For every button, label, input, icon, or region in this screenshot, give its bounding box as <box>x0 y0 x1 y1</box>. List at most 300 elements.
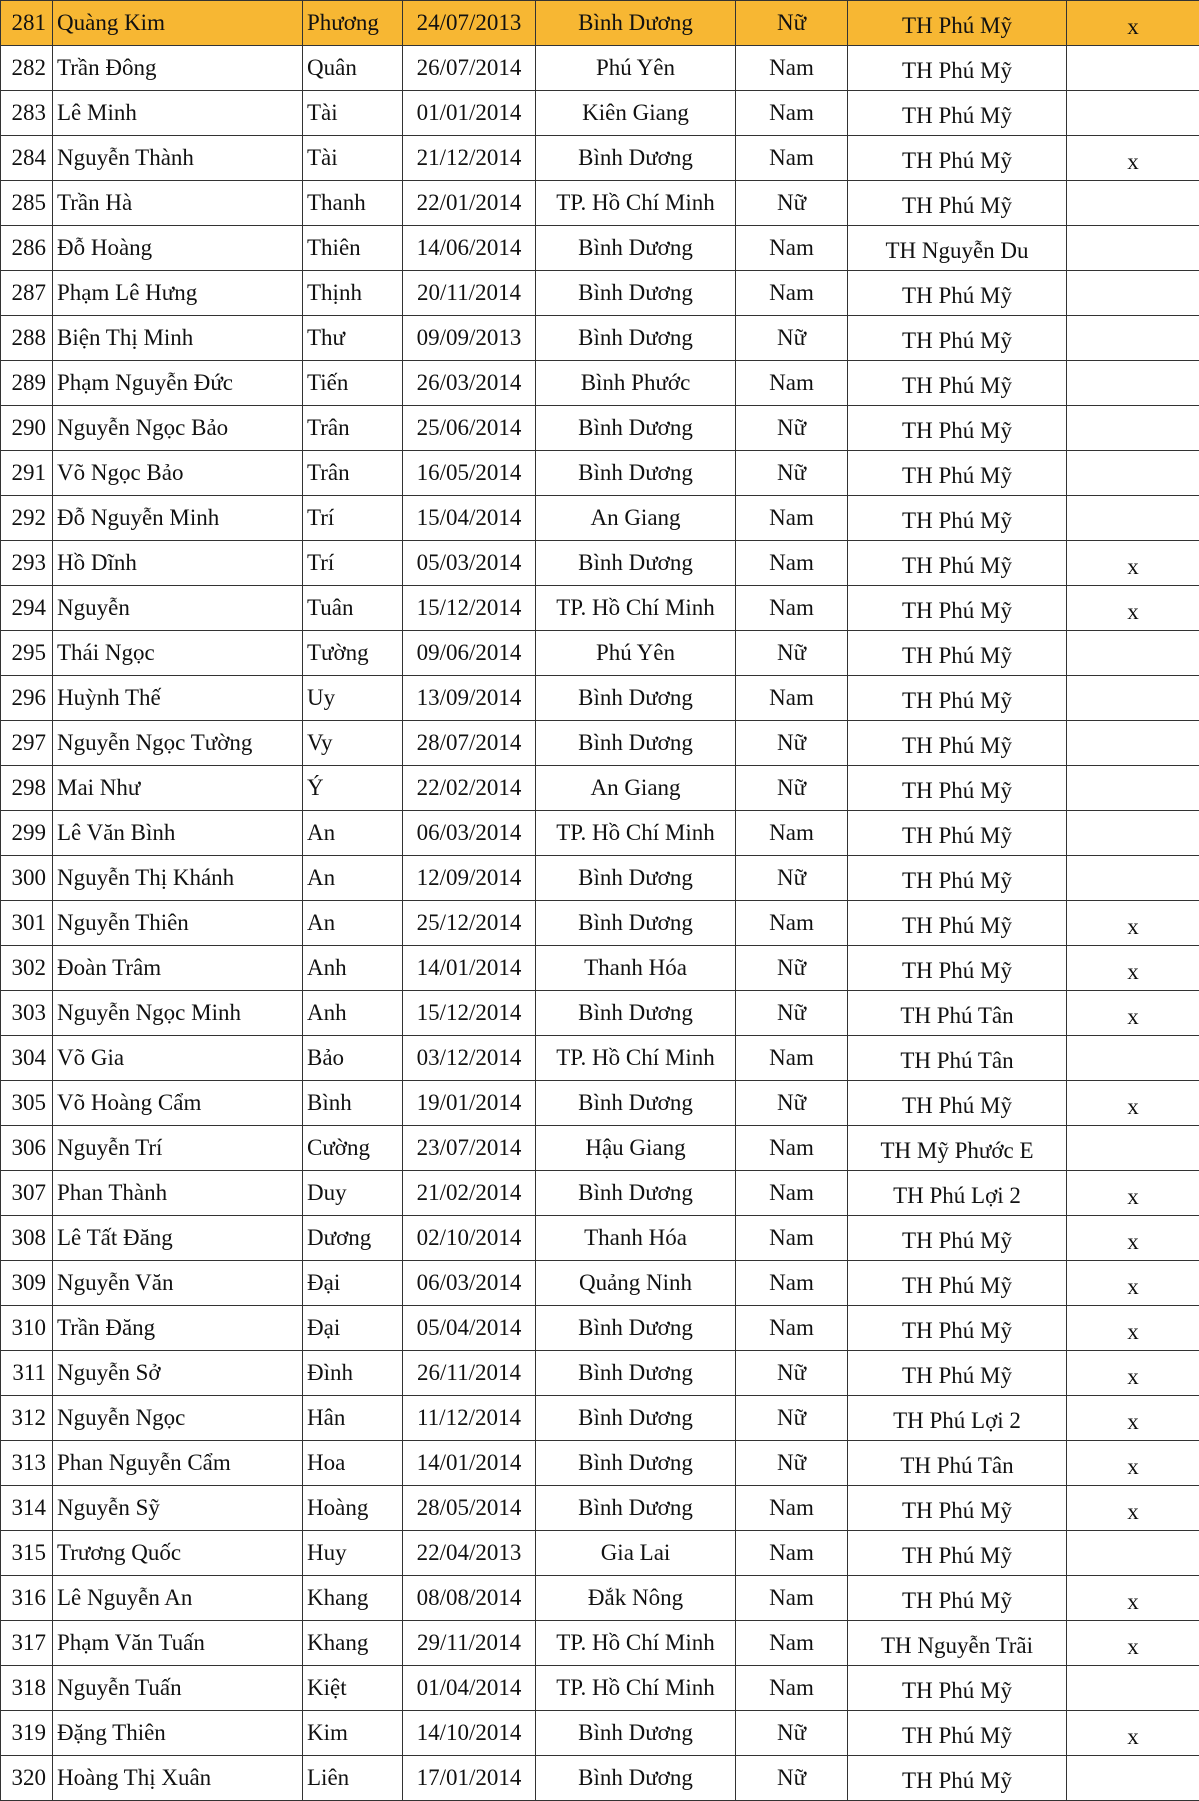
row-number-cell[interactable]: 308 <box>1 1216 53 1261</box>
row-number-cell[interactable]: 295 <box>1 631 53 676</box>
gender-cell[interactable]: Nam <box>736 1261 848 1306</box>
birth-place-cell[interactable]: Bình Dương <box>536 1306 736 1351</box>
row-number-cell[interactable]: 299 <box>1 811 53 856</box>
surname-cell[interactable]: Đỗ Nguyễn Minh <box>53 496 303 541</box>
school-cell[interactable]: TH Phú Mỹ <box>848 91 1067 136</box>
birth-date-cell[interactable]: 23/07/2014 <box>403 1126 536 1171</box>
row-number-cell[interactable]: 293 <box>1 541 53 586</box>
birth-date-cell[interactable]: 14/06/2014 <box>403 226 536 271</box>
school-cell[interactable]: TH Phú Mỹ <box>848 1531 1067 1576</box>
birth-place-cell[interactable]: Bình Dương <box>536 721 736 766</box>
school-cell[interactable]: TH Phú Lợi 2 <box>848 1396 1067 1441</box>
birth-place-cell[interactable]: Quảng Ninh <box>536 1261 736 1306</box>
birth-place-cell[interactable]: Bình Dương <box>536 226 736 271</box>
table-row[interactable] <box>1 226 1199 271</box>
birth-place-cell[interactable]: Bình Dương <box>536 1756 736 1801</box>
mark-cell[interactable] <box>1067 496 1199 541</box>
row-number-cell[interactable]: 311 <box>1 1351 53 1396</box>
gender-cell[interactable]: Nam <box>736 91 848 136</box>
table-row[interactable] <box>1 496 1199 541</box>
birth-date-cell[interactable]: 08/08/2014 <box>403 1576 536 1621</box>
mark-cell[interactable]: x <box>1067 1306 1199 1351</box>
surname-cell[interactable]: Trần Đăng <box>53 1306 303 1351</box>
birth-place-cell[interactable]: Bình Phước <box>536 361 736 406</box>
mark-cell[interactable] <box>1067 181 1199 226</box>
given-name-cell[interactable]: Quân <box>303 46 403 91</box>
row-number-cell[interactable]: 296 <box>1 676 53 721</box>
birth-place-cell[interactable]: Bình Dương <box>536 676 736 721</box>
birth-date-cell[interactable]: 28/07/2014 <box>403 721 536 766</box>
row-number-cell[interactable]: 288 <box>1 316 53 361</box>
gender-cell[interactable]: Nữ <box>736 946 848 991</box>
birth-place-cell[interactable]: TP. Hồ Chí Minh <box>536 1036 736 1081</box>
given-name-cell[interactable]: Tài <box>303 136 403 181</box>
school-cell[interactable]: TH Phú Mỹ <box>848 1576 1067 1621</box>
given-name-cell[interactable]: An <box>303 811 403 856</box>
surname-cell[interactable]: Lê Minh <box>53 91 303 136</box>
row-number-cell[interactable]: 286 <box>1 226 53 271</box>
gender-cell[interactable]: Nam <box>736 1126 848 1171</box>
school-cell[interactable]: TH Phú Mỹ <box>848 1351 1067 1396</box>
birth-date-cell[interactable]: 14/10/2014 <box>403 1711 536 1756</box>
table-row[interactable] <box>1 856 1199 901</box>
school-cell[interactable]: TH Mỹ Phước E <box>848 1126 1067 1171</box>
surname-cell[interactable]: Biện Thị Minh <box>53 316 303 361</box>
birth-place-cell[interactable]: Bình Dương <box>536 1396 736 1441</box>
gender-cell[interactable]: Nữ <box>736 1351 848 1396</box>
school-cell[interactable]: TH Phú Mỹ <box>848 271 1067 316</box>
given-name-cell[interactable]: Tường <box>303 631 403 676</box>
gender-cell[interactable]: Nữ <box>736 181 848 226</box>
school-cell[interactable]: TH Phú Mỹ <box>848 766 1067 811</box>
row-number-cell[interactable]: 281 <box>1 1 53 46</box>
birth-place-cell[interactable]: Thanh Hóa <box>536 946 736 991</box>
given-name-cell[interactable]: Cường <box>303 1126 403 1171</box>
school-cell[interactable]: TH Phú Mỹ <box>848 1081 1067 1126</box>
mark-cell[interactable] <box>1067 1531 1199 1576</box>
birth-date-cell[interactable]: 15/12/2014 <box>403 991 536 1036</box>
row-number-cell[interactable]: 290 <box>1 406 53 451</box>
birth-date-cell[interactable]: 02/10/2014 <box>403 1216 536 1261</box>
gender-cell[interactable]: Nam <box>736 586 848 631</box>
birth-place-cell[interactable]: Kiên Giang <box>536 91 736 136</box>
mark-cell[interactable]: x <box>1067 1081 1199 1126</box>
mark-cell[interactable] <box>1067 676 1199 721</box>
surname-cell[interactable]: Phạm Lê Hưng <box>53 271 303 316</box>
mark-cell[interactable]: x <box>1067 1621 1199 1666</box>
birth-place-cell[interactable]: Hậu Giang <box>536 1126 736 1171</box>
gender-cell[interactable]: Nam <box>736 541 848 586</box>
birth-place-cell[interactable]: Bình Dương <box>536 1 736 46</box>
mark-cell[interactable]: x <box>1067 1396 1199 1441</box>
birth-date-cell[interactable]: 09/06/2014 <box>403 631 536 676</box>
birth-place-cell[interactable]: Bình Dương <box>536 856 736 901</box>
given-name-cell[interactable]: Kiệt <box>303 1666 403 1711</box>
row-number-cell[interactable]: 284 <box>1 136 53 181</box>
given-name-cell[interactable]: Trí <box>303 496 403 541</box>
table-row[interactable] <box>1 1126 1199 1171</box>
given-name-cell[interactable]: Hoàng <box>303 1486 403 1531</box>
gender-cell[interactable]: Nữ <box>736 316 848 361</box>
birth-date-cell[interactable]: 25/12/2014 <box>403 901 536 946</box>
surname-cell[interactable]: Trương Quốc <box>53 1531 303 1576</box>
mark-cell[interactable] <box>1067 226 1199 271</box>
row-number-cell[interactable]: 306 <box>1 1126 53 1171</box>
school-cell[interactable]: TH Phú Tân <box>848 1441 1067 1486</box>
birth-place-cell[interactable]: TP. Hồ Chí Minh <box>536 1621 736 1666</box>
birth-place-cell[interactable]: Bình Dương <box>536 1486 736 1531</box>
mark-cell[interactable]: x <box>1067 541 1199 586</box>
mark-cell[interactable]: x <box>1067 136 1199 181</box>
mark-cell[interactable] <box>1067 856 1199 901</box>
gender-cell[interactable]: Nữ <box>736 451 848 496</box>
birth-place-cell[interactable]: Bình Dương <box>536 451 736 496</box>
given-name-cell[interactable]: Anh <box>303 946 403 991</box>
given-name-cell[interactable]: An <box>303 901 403 946</box>
mark-cell[interactable] <box>1067 316 1199 361</box>
school-cell[interactable]: TH Nguyễn Trãi <box>848 1621 1067 1666</box>
gender-cell[interactable]: Nam <box>736 1576 848 1621</box>
row-number-cell[interactable]: 297 <box>1 721 53 766</box>
birth-date-cell[interactable]: 25/06/2014 <box>403 406 536 451</box>
row-number-cell[interactable]: 302 <box>1 946 53 991</box>
gender-cell[interactable]: Nam <box>736 1666 848 1711</box>
row-number-cell[interactable]: 282 <box>1 46 53 91</box>
school-cell[interactable]: TH Phú Mỹ <box>848 46 1067 91</box>
mark-cell[interactable] <box>1067 406 1199 451</box>
school-cell[interactable]: TH Phú Mỹ <box>848 946 1067 991</box>
birth-date-cell[interactable]: 13/09/2014 <box>403 676 536 721</box>
mark-cell[interactable]: x <box>1067 1486 1199 1531</box>
gender-cell[interactable]: Nữ <box>736 1396 848 1441</box>
surname-cell[interactable]: Phạm Nguyễn Đức <box>53 361 303 406</box>
mark-cell[interactable] <box>1067 631 1199 676</box>
school-cell[interactable]: TH Phú Lợi 2 <box>848 1171 1067 1216</box>
birth-place-cell[interactable]: Thanh Hóa <box>536 1216 736 1261</box>
given-name-cell[interactable]: Đình <box>303 1351 403 1396</box>
gender-cell[interactable]: Nam <box>736 811 848 856</box>
given-name-cell[interactable]: Thanh <box>303 181 403 226</box>
given-name-cell[interactable]: Huy <box>303 1531 403 1576</box>
surname-cell[interactable]: Đặng Thiên <box>53 1711 303 1756</box>
surname-cell[interactable]: Trần Đông <box>53 46 303 91</box>
given-name-cell[interactable]: Dương <box>303 1216 403 1261</box>
given-name-cell[interactable]: Đại <box>303 1261 403 1306</box>
gender-cell[interactable]: Nam <box>736 1486 848 1531</box>
surname-cell[interactable]: Nguyễn Ngọc Minh <box>53 991 303 1036</box>
given-name-cell[interactable]: An <box>303 856 403 901</box>
row-number-cell[interactable]: 287 <box>1 271 53 316</box>
row-number-cell[interactable]: 283 <box>1 91 53 136</box>
birth-place-cell[interactable]: Bình Dương <box>536 271 736 316</box>
birth-place-cell[interactable]: Bình Dương <box>536 1081 736 1126</box>
given-name-cell[interactable]: Phương <box>303 1 403 46</box>
birth-date-cell[interactable]: 26/07/2014 <box>403 46 536 91</box>
mark-cell[interactable] <box>1067 721 1199 766</box>
surname-cell[interactable]: Trần Hà <box>53 181 303 226</box>
birth-date-cell[interactable]: 14/01/2014 <box>403 946 536 991</box>
school-cell[interactable]: TH Phú Mỹ <box>848 676 1067 721</box>
row-number-cell[interactable]: 319 <box>1 1711 53 1756</box>
given-name-cell[interactable]: Ý <box>303 766 403 811</box>
table-row[interactable] <box>1 1486 1199 1531</box>
birth-date-cell[interactable]: 22/01/2014 <box>403 181 536 226</box>
mark-cell[interactable] <box>1067 361 1199 406</box>
surname-cell[interactable]: Nguyễn Sỹ <box>53 1486 303 1531</box>
mark-cell[interactable]: x <box>1067 1576 1199 1621</box>
table-row[interactable] <box>1 901 1199 946</box>
birth-place-cell[interactable]: Bình Dương <box>536 136 736 181</box>
mark-cell[interactable]: x <box>1067 1216 1199 1261</box>
row-number-cell[interactable]: 291 <box>1 451 53 496</box>
gender-cell[interactable]: Nữ <box>736 1081 848 1126</box>
given-name-cell[interactable]: Tiến <box>303 361 403 406</box>
school-cell[interactable]: TH Phú Mỹ <box>848 1756 1067 1801</box>
table-row[interactable] <box>1 586 1199 631</box>
mark-cell[interactable]: x <box>1067 1 1199 46</box>
surname-cell[interactable]: Hồ Dĩnh <box>53 541 303 586</box>
surname-cell[interactable]: Nguyễn Thành <box>53 136 303 181</box>
birth-date-cell[interactable]: 12/09/2014 <box>403 856 536 901</box>
birth-place-cell[interactable]: Bình Dương <box>536 316 736 361</box>
given-name-cell[interactable]: Uy <box>303 676 403 721</box>
surname-cell[interactable]: Nguyễn Ngọc <box>53 1396 303 1441</box>
row-number-cell[interactable]: 300 <box>1 856 53 901</box>
given-name-cell[interactable]: Đại <box>303 1306 403 1351</box>
table-row[interactable] <box>1 1621 1199 1666</box>
school-cell[interactable]: TH Phú Mỹ <box>848 811 1067 856</box>
gender-cell[interactable]: Nam <box>736 1621 848 1666</box>
row-number-cell[interactable]: 301 <box>1 901 53 946</box>
surname-cell[interactable]: Phạm Văn Tuấn <box>53 1621 303 1666</box>
school-cell[interactable]: TH Phú Mỹ <box>848 406 1067 451</box>
table-row[interactable] <box>1 991 1199 1036</box>
table-row[interactable] <box>1 541 1199 586</box>
birth-date-cell[interactable]: 11/12/2014 <box>403 1396 536 1441</box>
table-row[interactable] <box>1 1756 1199 1801</box>
school-cell[interactable]: TH Phú Mỹ <box>848 1711 1067 1756</box>
gender-cell[interactable]: Nam <box>736 46 848 91</box>
given-name-cell[interactable]: Trí <box>303 541 403 586</box>
school-cell[interactable]: TH Phú Mỹ <box>848 721 1067 766</box>
table-row[interactable] <box>1 91 1199 136</box>
gender-cell[interactable]: Nam <box>736 1171 848 1216</box>
school-cell[interactable]: TH Phú Mỹ <box>848 451 1067 496</box>
birth-date-cell[interactable]: 03/12/2014 <box>403 1036 536 1081</box>
mark-cell[interactable] <box>1067 1036 1199 1081</box>
table-row[interactable] <box>1 1531 1199 1576</box>
birth-date-cell[interactable]: 26/03/2014 <box>403 361 536 406</box>
row-number-cell[interactable]: 317 <box>1 1621 53 1666</box>
surname-cell[interactable]: Nguyễn Ngọc Tường <box>53 721 303 766</box>
table-row[interactable] <box>1 1171 1199 1216</box>
school-cell[interactable]: TH Phú Mỹ <box>848 901 1067 946</box>
school-cell[interactable]: TH Phú Mỹ <box>848 541 1067 586</box>
gender-cell[interactable]: Nam <box>736 271 848 316</box>
table-row[interactable] <box>1 946 1199 991</box>
table-row[interactable] <box>1 46 1199 91</box>
mark-cell[interactable]: x <box>1067 1351 1199 1396</box>
mark-cell[interactable] <box>1067 46 1199 91</box>
birth-date-cell[interactable]: 21/02/2014 <box>403 1171 536 1216</box>
school-cell[interactable]: TH Phú Tân <box>848 991 1067 1036</box>
row-number-cell[interactable]: 320 <box>1 1756 53 1801</box>
mark-cell[interactable] <box>1067 1666 1199 1711</box>
gender-cell[interactable]: Nam <box>736 901 848 946</box>
mark-cell[interactable]: x <box>1067 946 1199 991</box>
school-cell[interactable]: TH Phú Mỹ <box>848 496 1067 541</box>
mark-cell[interactable] <box>1067 1126 1199 1171</box>
surname-cell[interactable]: Phan Nguyễn Cẩm <box>53 1441 303 1486</box>
birth-date-cell[interactable]: 24/07/2013 <box>403 1 536 46</box>
given-name-cell[interactable]: Tuân <box>303 586 403 631</box>
gender-cell[interactable]: Nữ <box>736 991 848 1036</box>
row-number-cell[interactable]: 312 <box>1 1396 53 1441</box>
birth-date-cell[interactable]: 22/02/2014 <box>403 766 536 811</box>
gender-cell[interactable]: Nam <box>736 1036 848 1081</box>
row-number-cell[interactable]: 294 <box>1 586 53 631</box>
gender-cell[interactable]: Nam <box>736 136 848 181</box>
given-name-cell[interactable]: Vy <box>303 721 403 766</box>
birth-date-cell[interactable]: 17/01/2014 <box>403 1756 536 1801</box>
birth-place-cell[interactable]: TP. Hồ Chí Minh <box>536 811 736 856</box>
given-name-cell[interactable]: Bình <box>303 1081 403 1126</box>
school-cell[interactable]: TH Phú Mỹ <box>848 856 1067 901</box>
surname-cell[interactable]: Nguyễn Thiên <box>53 901 303 946</box>
birth-date-cell[interactable]: 15/04/2014 <box>403 496 536 541</box>
row-number-cell[interactable]: 292 <box>1 496 53 541</box>
gender-cell[interactable]: Nam <box>736 1531 848 1576</box>
birth-date-cell[interactable]: 16/05/2014 <box>403 451 536 496</box>
surname-cell[interactable]: Huỳnh Thế <box>53 676 303 721</box>
gender-cell[interactable]: Nữ <box>736 406 848 451</box>
mark-cell[interactable] <box>1067 91 1199 136</box>
gender-cell[interactable]: Nữ <box>736 766 848 811</box>
school-cell[interactable]: TH Phú Mỹ <box>848 1486 1067 1531</box>
birth-date-cell[interactable]: 19/01/2014 <box>403 1081 536 1126</box>
birth-date-cell[interactable]: 15/12/2014 <box>403 586 536 631</box>
mark-cell[interactable] <box>1067 811 1199 856</box>
table-row[interactable] <box>1 1306 1199 1351</box>
table-row[interactable] <box>1 1081 1199 1126</box>
birth-place-cell[interactable]: Bình Dương <box>536 1711 736 1756</box>
row-number-cell[interactable]: 310 <box>1 1306 53 1351</box>
surname-cell[interactable]: Quàng Kim <box>53 1 303 46</box>
birth-place-cell[interactable]: TP. Hồ Chí Minh <box>536 1666 736 1711</box>
mark-cell[interactable] <box>1067 451 1199 496</box>
gender-cell[interactable]: Nữ <box>736 856 848 901</box>
table-row[interactable] <box>1 1576 1199 1621</box>
table-row[interactable] <box>1 1261 1199 1306</box>
given-name-cell[interactable]: Thiên <box>303 226 403 271</box>
table-row[interactable] <box>1 271 1199 316</box>
row-number-cell[interactable]: 305 <box>1 1081 53 1126</box>
birth-date-cell[interactable]: 01/04/2014 <box>403 1666 536 1711</box>
given-name-cell[interactable]: Khang <box>303 1576 403 1621</box>
given-name-cell[interactable]: Hoa <box>303 1441 403 1486</box>
table-row[interactable] <box>1 1216 1199 1261</box>
table-row[interactable] <box>1 1036 1199 1081</box>
table-row[interactable] <box>1 721 1199 766</box>
birth-date-cell[interactable]: 09/09/2013 <box>403 316 536 361</box>
surname-cell[interactable]: Hoàng Thị Xuân <box>53 1756 303 1801</box>
given-name-cell[interactable]: Liên <box>303 1756 403 1801</box>
gender-cell[interactable]: Nữ <box>736 721 848 766</box>
gender-cell[interactable]: Nữ <box>736 1 848 46</box>
birth-date-cell[interactable]: 05/03/2014 <box>403 541 536 586</box>
given-name-cell[interactable]: Trân <box>303 406 403 451</box>
table-row[interactable] <box>1 361 1199 406</box>
gender-cell[interactable]: Nam <box>736 361 848 406</box>
birth-place-cell[interactable]: Bình Dương <box>536 1171 736 1216</box>
given-name-cell[interactable]: Thư <box>303 316 403 361</box>
gender-cell[interactable]: Nữ <box>736 1711 848 1756</box>
table-row[interactable] <box>1 1396 1199 1441</box>
given-name-cell[interactable]: Anh <box>303 991 403 1036</box>
birth-place-cell[interactable]: Bình Dương <box>536 901 736 946</box>
birth-date-cell[interactable]: 01/01/2014 <box>403 91 536 136</box>
birth-date-cell[interactable]: 20/11/2014 <box>403 271 536 316</box>
birth-place-cell[interactable]: Bình Dương <box>536 991 736 1036</box>
given-name-cell[interactable]: Hân <box>303 1396 403 1441</box>
surname-cell[interactable]: Nguyễn Văn <box>53 1261 303 1306</box>
school-cell[interactable]: TH Phú Mỹ <box>848 181 1067 226</box>
mark-cell[interactable]: x <box>1067 1711 1199 1756</box>
row-number-cell[interactable]: 304 <box>1 1036 53 1081</box>
birth-date-cell[interactable]: 22/04/2013 <box>403 1531 536 1576</box>
birth-date-cell[interactable]: 21/12/2014 <box>403 136 536 181</box>
birth-date-cell[interactable]: 29/11/2014 <box>403 1621 536 1666</box>
table-row[interactable] <box>1 766 1199 811</box>
gender-cell[interactable]: Nữ <box>736 1756 848 1801</box>
surname-cell[interactable]: Phan Thành <box>53 1171 303 1216</box>
given-name-cell[interactable]: Trân <box>303 451 403 496</box>
mark-cell[interactable]: x <box>1067 1171 1199 1216</box>
given-name-cell[interactable]: Thịnh <box>303 271 403 316</box>
surname-cell[interactable]: Nguyễn Trí <box>53 1126 303 1171</box>
birth-place-cell[interactable]: Gia Lai <box>536 1531 736 1576</box>
given-name-cell[interactable]: Bảo <box>303 1036 403 1081</box>
gender-cell[interactable]: Nam <box>736 1306 848 1351</box>
surname-cell[interactable]: Đỗ Hoàng <box>53 226 303 271</box>
mark-cell[interactable]: x <box>1067 901 1199 946</box>
surname-cell[interactable]: Nguyễn Sở <box>53 1351 303 1396</box>
table-row[interactable] <box>1 631 1199 676</box>
surname-cell[interactable]: Võ Ngọc Bảo <box>53 451 303 496</box>
school-cell[interactable]: TH Nguyễn Du <box>848 226 1067 271</box>
surname-cell[interactable]: Thái Ngọc <box>53 631 303 676</box>
table-row[interactable] <box>1 676 1199 721</box>
school-cell[interactable]: TH Phú Mỹ <box>848 1216 1067 1261</box>
school-cell[interactable]: TH Phú Mỹ <box>848 631 1067 676</box>
surname-cell[interactable]: Nguyễn Tuấn <box>53 1666 303 1711</box>
school-cell[interactable]: TH Phú Mỹ <box>848 361 1067 406</box>
gender-cell[interactable]: Nữ <box>736 631 848 676</box>
mark-cell[interactable]: x <box>1067 586 1199 631</box>
row-number-cell[interactable]: 314 <box>1 1486 53 1531</box>
row-number-cell[interactable]: 318 <box>1 1666 53 1711</box>
row-number-cell[interactable]: 307 <box>1 1171 53 1216</box>
surname-cell[interactable]: Nguyễn Thị Khánh <box>53 856 303 901</box>
surname-cell[interactable]: Lê Nguyễn An <box>53 1576 303 1621</box>
table-row[interactable] <box>1 811 1199 856</box>
mark-cell[interactable]: x <box>1067 991 1199 1036</box>
birth-place-cell[interactable]: Bình Dương <box>536 1351 736 1396</box>
given-name-cell[interactable]: Tài <box>303 91 403 136</box>
table-row[interactable] <box>1 316 1199 361</box>
surname-cell[interactable]: Đoàn Trâm <box>53 946 303 991</box>
surname-cell[interactable]: Nguyễn Ngọc Bảo <box>53 406 303 451</box>
